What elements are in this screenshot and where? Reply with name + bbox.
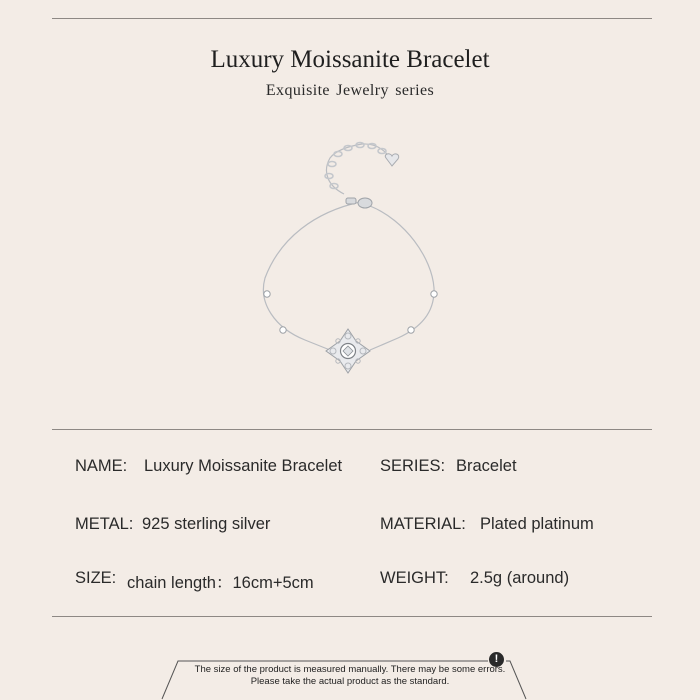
spec-metal-label: METAL:	[75, 515, 134, 533]
specs-top-divider	[52, 429, 652, 430]
spec-name-label: NAME:	[75, 457, 128, 475]
spec-material-value: Plated platinum	[480, 515, 594, 533]
bracelet-image	[220, 128, 480, 408]
notice-line-2: Please take the actual product as the standard.	[250, 676, 450, 687]
notice-line-1: The size of the product is measured manually. There may be some errors.	[194, 664, 506, 675]
spec-material-label: MATERIAL:	[380, 515, 466, 533]
exclamation-icon: !	[489, 652, 504, 667]
page-title: Luxury Moissanite Bracelet	[210, 46, 490, 73]
spec-name-value: Luxury Moissanite Bracelet	[144, 457, 343, 475]
notice-text	[0, 664, 700, 688]
spec-weight-label: WEIGHT:	[380, 569, 449, 587]
spec-weight-value: 2.5g (around)	[470, 569, 570, 587]
page-subtitle: Exquisite Jewelry series	[265, 82, 435, 99]
spec-metal-value: 925 sterling silver	[142, 515, 271, 533]
spec-size-label: SIZE:	[75, 569, 117, 587]
spec-series-value: Bracelet	[456, 457, 517, 475]
spec-size-value: chain length：16cm+5cm	[127, 574, 314, 592]
spec-series-label: SERIES:	[380, 457, 446, 475]
specs-bottom-divider	[52, 616, 652, 617]
top-divider	[52, 18, 652, 19]
